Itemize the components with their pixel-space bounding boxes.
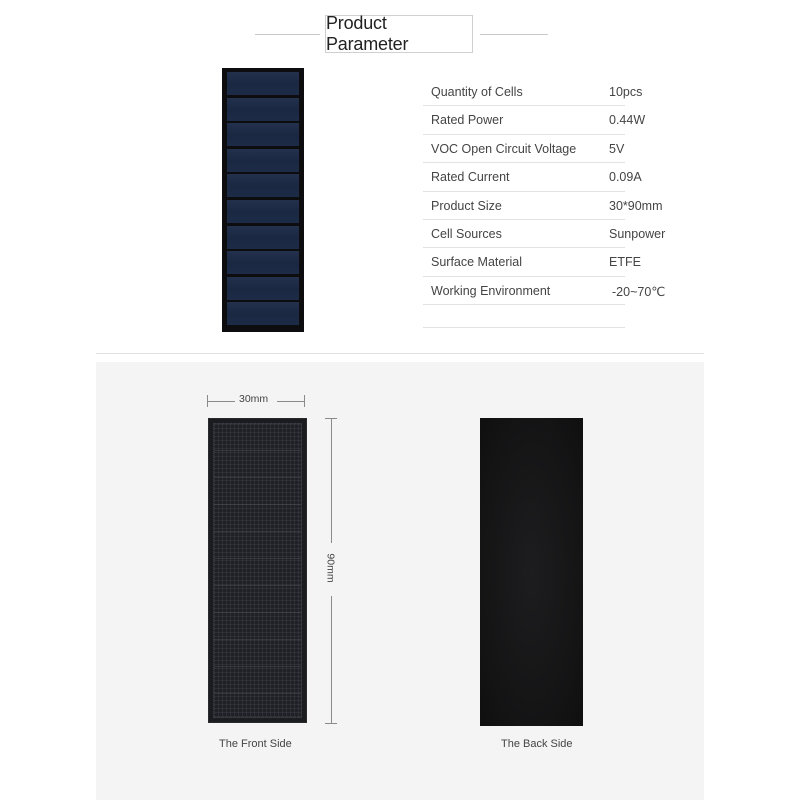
param-value: 5V (609, 141, 625, 156)
table-row (423, 248, 641, 276)
param-value: Sunpower (609, 226, 666, 241)
section-divider (96, 353, 704, 354)
param-value: 30*90mm (609, 198, 663, 213)
header-rule-right (480, 34, 548, 35)
param-label: Surface Material (431, 255, 523, 270)
param-label: Working Environment (431, 283, 551, 298)
param-label: VOC Open Circuit Voltage (431, 141, 577, 156)
table-row (423, 220, 666, 248)
table-row (423, 277, 666, 305)
header-rule-left (255, 34, 320, 35)
param-value: ETFE (609, 255, 641, 270)
param-value: 0.44W (609, 113, 646, 128)
width-label: 30mm (239, 393, 269, 405)
solar-cell (227, 226, 299, 249)
solar-cell (227, 302, 299, 325)
height-label: 90mm (324, 553, 337, 583)
param-label: Cell Sources (431, 226, 502, 241)
param-value: -20~70℃ (612, 284, 666, 299)
table-row-empty (423, 305, 625, 328)
table-row (423, 106, 646, 134)
width-dimension (207, 395, 305, 407)
solar-cell (227, 277, 299, 300)
solar-cell (227, 72, 299, 95)
solar-cell (227, 98, 299, 121)
solar-cell (227, 174, 299, 197)
product-photo-section (96, 362, 704, 800)
table-row (423, 78, 643, 106)
front-side-photo (208, 418, 307, 723)
table-row (423, 192, 663, 220)
front-caption: The Front Side (219, 738, 292, 750)
solar-cell (227, 200, 299, 223)
solar-cell (227, 123, 299, 146)
table-row (423, 163, 642, 191)
solar-cell (227, 251, 299, 274)
solar-cell (227, 149, 299, 172)
param-value: 0.09A (609, 170, 642, 185)
table-row (423, 135, 625, 163)
page-title: Product Parameter (325, 15, 473, 53)
solar-panel-image (222, 68, 304, 332)
parameter-table (423, 78, 666, 328)
back-side-photo (480, 418, 583, 726)
param-value: 10pcs (609, 85, 643, 99)
back-caption: The Back Side (501, 738, 573, 750)
param-label: Rated Current (431, 170, 510, 185)
param-label: Rated Power (431, 113, 504, 128)
height-dimension (325, 418, 339, 724)
param-label: Quantity of Cells (431, 85, 523, 99)
param-label: Product Size (431, 198, 502, 213)
